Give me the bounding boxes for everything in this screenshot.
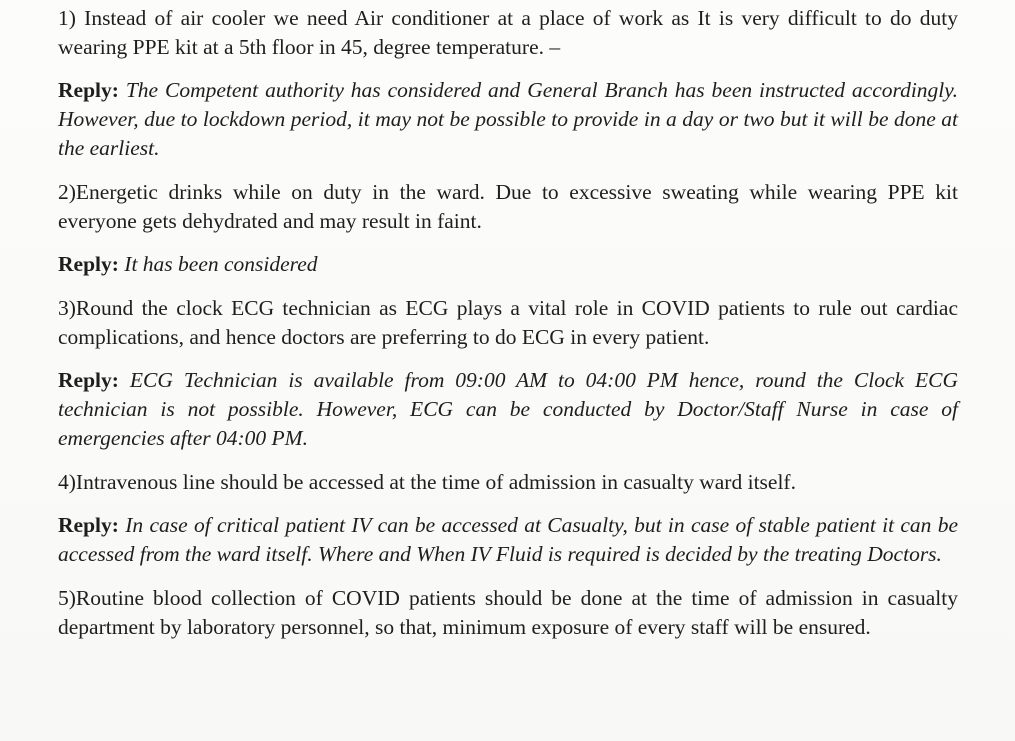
question-5: 5)Routine blood collection of COVID patients should be done at the time of admission in casualty department by laboratory personnel, so that, minimum exposure of every staff will be ensured. — [58, 586, 958, 639]
question-1: 1) Instead of air cooler we need Air conditioner at a place of work as It is very difficult to do duty wearing PPE kit at a 5th floor in 45, degree temperature. – — [58, 6, 958, 59]
reply-text: It has been considered — [124, 252, 318, 276]
reply-label: Reply: — [58, 78, 119, 102]
reply-label: Reply: — [58, 368, 119, 392]
reply-2 — [58, 250, 958, 279]
question-4: 4)Intravenous line should be accessed at the time of admission in casualty ward itself. — [58, 470, 796, 494]
question-3: 3)Round the clock ECG technician as ECG plays a vital role in COVID patients to rule out cardiac complications, and hence doctors are preferring to do ECG in every patient. — [58, 296, 958, 349]
reply-text: The Competent authority has considered and General Branch has been instructed accordingly. However, due to lockdown period, it may not be possible to provide in a day or two but it will be done at the earliest. — [58, 78, 959, 160]
reply-text: ECG Technician is available from 09:00 AM to 04:00 PM hence, round the Clock ECG technician is not possible. However, ECG can be conducted by Doctor/Staff Nurse in case of emergencies after 04:00 PM. — [58, 368, 959, 450]
reply-3 — [58, 366, 958, 453]
reply-1 — [58, 76, 958, 163]
question-2: 2)Energetic drinks while on duty in the ward. Due to excessive sweating while wearing PPE kit everyone gets dehydrated and may result in faint. — [58, 180, 958, 233]
reply-label: Reply: — [58, 252, 119, 276]
reply-4 — [58, 511, 958, 569]
reply-text: In case of critical patient IV can be accessed at Casualty, but in case of stable patient it can be accessed from the ward itself. Where and When IV Fluid is required is decided by the treating Doctors. — [58, 513, 959, 566]
reply-label: Reply: — [58, 513, 119, 537]
